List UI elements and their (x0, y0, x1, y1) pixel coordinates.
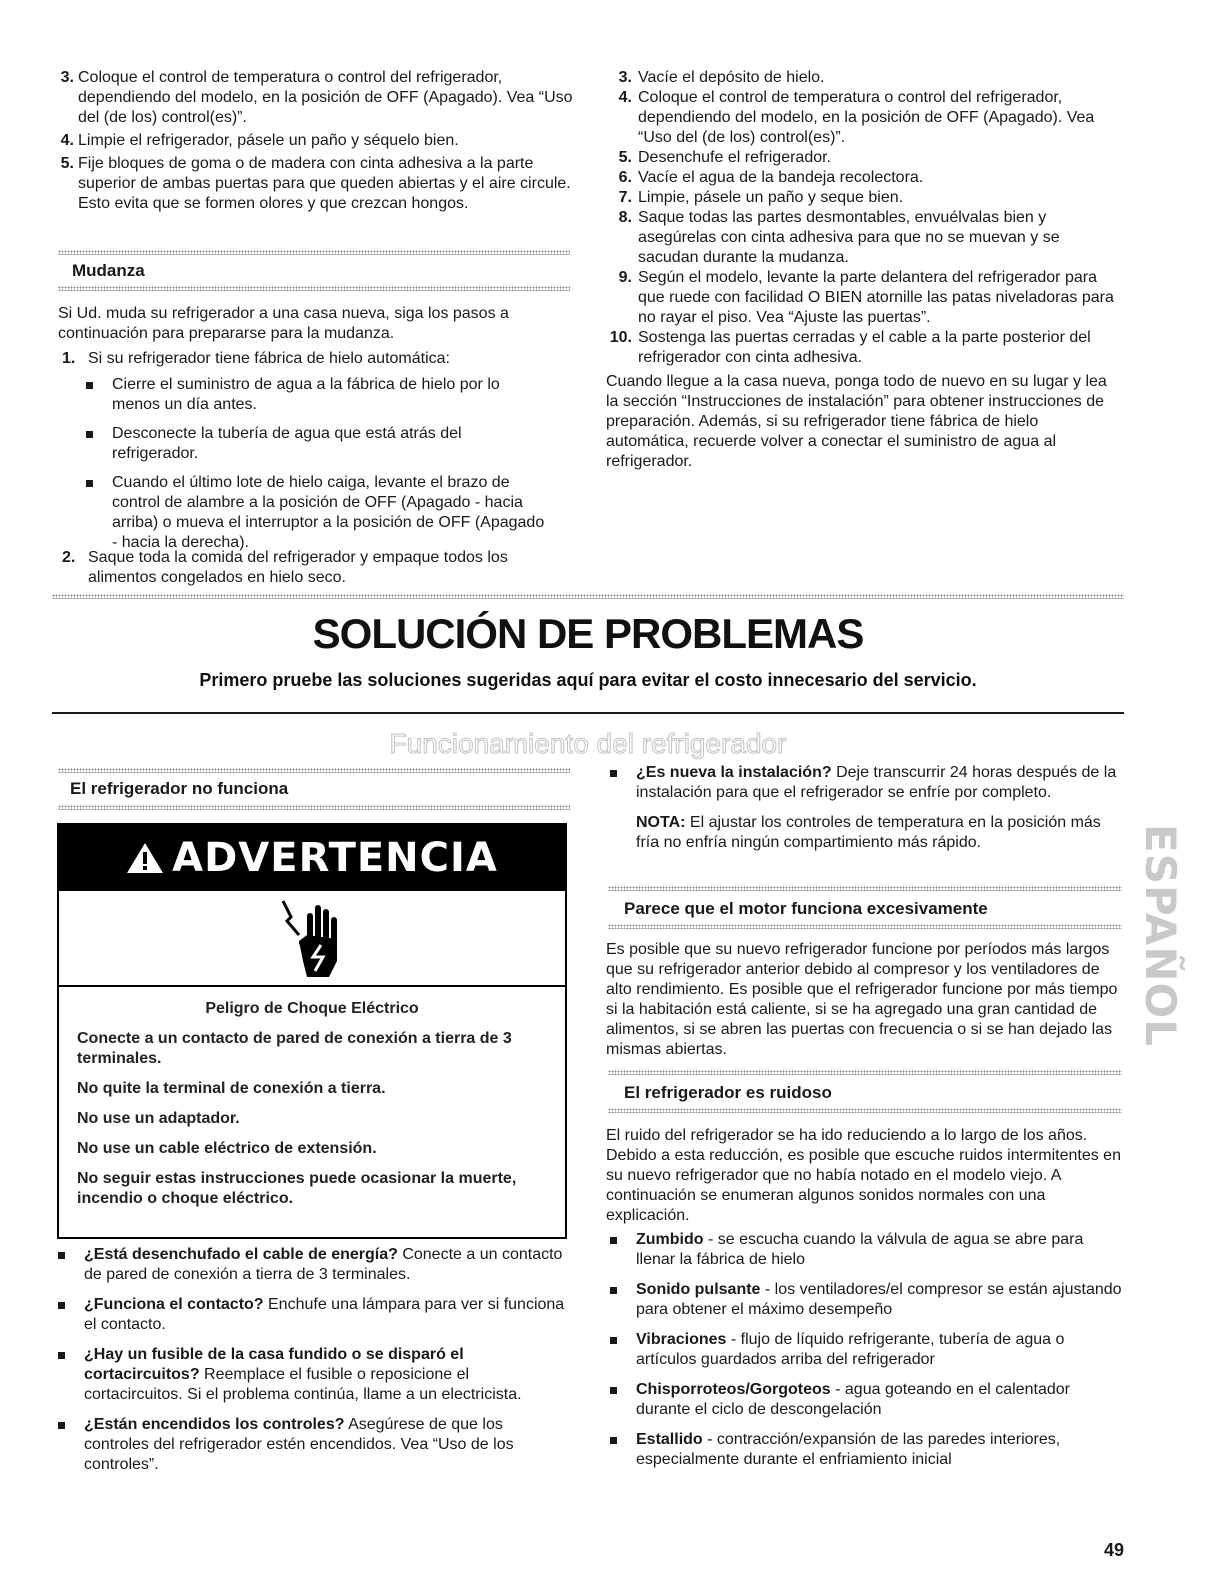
step-3: 3. Vacíe el depósito de hielo. (618, 69, 825, 86)
install-check (606, 763, 1122, 853)
step-9: 9. Según el modelo, levante la parte delantera del refrigerador para que ruede con facilidad O BIEN atornille las patas niveladoras para no rayar el piso. Vea “Ajuste las puertas”. (618, 269, 1114, 326)
section-title: SOLUCIÓN DE PROBLEMAS (312, 610, 864, 657)
step-6: 6. Vacíe el agua de la bandeja recolectora. (618, 169, 924, 186)
warning-subtitle: Peligro de Choque Eléctrico (205, 1000, 419, 1017)
motor-rule-bottom (608, 924, 1122, 929)
language-side-tab: ESPAÑOL (1135, 823, 1185, 1047)
mudanza-step-2: 2. Saque toda la comida del refrigerador y empaque todos los alimentos congelados en hielo seco. (62, 549, 508, 586)
list-item: Chisporroteos/Gorgoteos - agua goteando en el calentador durante el ciclo de descongelación (606, 1380, 1122, 1420)
mudanza-heading: Mudanza (72, 261, 145, 280)
bullet-icon (58, 1422, 65, 1429)
bullet-icon (610, 1437, 617, 1444)
list-item: ¿Funciona el contacto? Enchufe una lámpara para ver si funciona el contacto. (54, 1295, 568, 1335)
electric-shock-icon (277, 895, 347, 981)
bullet-icon (610, 1287, 617, 1294)
step-8: 8. Saque todas las partes desmontables, envuélvalas bien y asegúrelas con cinta adhesiva para que no se muevan y se sacudan durante la mudanza. (618, 209, 1060, 266)
bullet-icon (58, 1302, 65, 1309)
bullet-icon (610, 1387, 617, 1394)
warning-body (59, 987, 565, 1209)
warning-box (57, 823, 567, 1239)
no-funciona-heading: El refrigerador no funciona (70, 779, 289, 798)
bullet-icon (610, 770, 617, 777)
cleaning-steps (52, 68, 574, 214)
moving-closing: Cuando llegue a la casa nueva, ponga todo de nuevo en su lugar y lea la sección “Instrucciones de instalación” para obtener instrucciones de preparación. Además, si su refrigerador tiene fábrica de hielo automática, recuerde volver a conectar el suministro de agua al refrigerador. (606, 373, 1107, 470)
list-item: ¿Están encendidos los controles? Asegúrese de que los controles del refrigerador estén encendidos. Vea “Uso de los controles”. (54, 1415, 568, 1475)
sounds-list (606, 1230, 1122, 1470)
step-7: 7. Limpie, pásele un paño y seque bien. (618, 189, 904, 206)
bullet-icon (58, 1252, 65, 1259)
bullet-icon (58, 1352, 65, 1359)
no-funciona-rule-bottom (58, 805, 570, 810)
list-item: ¿Está desenchufado el cable de energía? Conecte a un contacto de pared de conexión a tierra de 3 terminales. (54, 1245, 568, 1285)
list-item: Cuando el último lote de hielo caiga, levante el brazo de control de alambre a la posición de OFF (Apagado - hacia arriba) o mueva el interruptor a la posición de OFF (Apagado - hacia la derecha). (82, 473, 552, 553)
ruidoso-rule-top (608, 1070, 1122, 1075)
motor-text: Es posible que su nuevo refrigerador funcione por períodos más largos que su refrigerador anterior debido al compresor y los ventiladores de alto rendimiento. Es posible que el refrigerador funcione por más tiempo si la habitación está caliente, si se ha agregado una gran cantidad de alimentos, si se abren las puertas con frecuencia o si se han dejado las mismas abiertas. (606, 941, 1118, 1058)
right-top-column (606, 68, 1122, 472)
list-item: ¿Es nueva la instalación? Deje transcurrir 24 horas después de la instalación para que el refrigerador se enfríe por completo. NOTA: El ajustar los controles de temperatura en la posición más fría no enfría ningún compartimiento más rápido. (606, 763, 1122, 853)
bullet-icon (610, 1237, 617, 1244)
step-10: 10. Sostenga las puertas cerradas y el cable a la parte posterior del refrigerador con cinta adhesiva. (609, 329, 1091, 366)
ruidoso-heading: El refrigerador es ruidoso (624, 1083, 832, 1102)
warning-header (59, 825, 565, 891)
step-5: 5. Desenchufe el refrigerador. (618, 149, 831, 166)
motor-heading: Parece que el motor funciona excesivamente (624, 899, 988, 918)
no-funciona-rule-top (58, 768, 570, 773)
list-item: Vibraciones - flujo de líquido refrigerante, tubería de agua o artículos guardados arriba del refrigerador (606, 1330, 1122, 1370)
mudanza-intro: Si Ud. muda su refrigerador a una casa nueva, siga los pasos a continuación para prepararse para la mudanza. (58, 305, 509, 342)
ice-maker-bullets (82, 375, 552, 553)
warning-title: ADVERTENCIA (172, 835, 498, 881)
left-top-column (52, 68, 574, 214)
step-4: 4. Coloque el control de temperatura o control del refrigerador, dependiendo del modelo, en la posición de OFF (Apagado). Vea “Uso del (de los) control(es)”. (618, 89, 1095, 146)
list-item: ¿Hay un fusible de la casa fundido o se disparó el cortacircuitos? Reemplace el fusible o reposicione el cortacircuitos. Si el problema continúa, llame a un electricista. (54, 1345, 568, 1405)
ruidoso-rule-bottom (608, 1108, 1122, 1113)
warning-line: No use un adaptador. (77, 1110, 240, 1127)
list-item: Sonido pulsante - los ventiladores/el compresor se están ajustando para obtener el máximo desempeño (606, 1280, 1122, 1320)
section-rule-top (52, 594, 1124, 599)
mudanza-step-1: 1. Si su refrigerador tiene fábrica de hielo automática: (62, 350, 450, 367)
list-item: Zumbido - se escucha cuando la válvula de agua se abre para llenar la fábrica de hielo (606, 1230, 1122, 1270)
moving-steps (606, 68, 1122, 368)
warning-triangle-icon (126, 841, 164, 875)
list-item: Cierre el suministro de agua a la fábrica de hielo por lo menos un día antes. (82, 375, 552, 415)
warning-line: Conecte a un contacto de pared de conexión a tierra de 3 terminales. (77, 1030, 512, 1067)
bullet-icon (610, 1337, 617, 1344)
step-4: 4. Limpie el refrigerador, pásele un paño y séquelo bien. (60, 132, 459, 149)
nota: NOTA: El ajustar los controles de temperatura en la posición más fría no enfría ningún compartimiento más rápido. (636, 814, 1101, 851)
step-3: 3. Coloque el control de temperatura o control del refrigerador, dependiendo del modelo, en la posición de OFF (Apagado). Vea “Uso del (de los) control(es)”. (60, 69, 573, 126)
mudanza-rule-bottom (58, 286, 570, 291)
section-subtitle: Primero pruebe las soluciones sugeridas aquí para evitar el costo innecesario del servicio. (199, 670, 977, 690)
warning-line: No use un cable eléctrico de extensión. (77, 1140, 377, 1157)
step-5: 5. Fije bloques de goma o de madera con cinta adhesiva a la parte superior de ambas puertas para que queden abiertas y el aire circule. Esto evita que se formen olores y que crezcan hongos. (60, 155, 571, 212)
warning-line: No seguir estas instrucciones puede ocasionar la muerte, incendio o choque eléctrico. (77, 1170, 517, 1207)
warning-line: No quite la terminal de conexión a tierra. (77, 1080, 386, 1097)
list-item: Desconecte la tubería de agua que está atrás del refrigerador. (82, 424, 552, 464)
page-number: 49 (1103, 1540, 1124, 1560)
bullet-icon (86, 480, 93, 487)
bullet-icon (86, 382, 93, 389)
motor-rule-top (608, 886, 1122, 891)
category-heading: Funcionamiento del refrigerador (389, 728, 787, 759)
shock-pictogram (59, 891, 565, 985)
section-rule (52, 712, 1124, 714)
mudanza-rule-top (58, 250, 570, 255)
ruidoso-text: El ruido del refrigerador se ha ido reduciendo a lo largo de los años. Debido a esta reducción, es posible que escuche ruidos intermitentes en su nuevo refrigerador que no había notado en el modelo viejo. A continuación se enumeran algunos sonidos normales con una explicación. (606, 1127, 1121, 1224)
list-item: Estallido - contracción/expansión de las paredes interiores, especialmente durante el enfriamiento inicial (606, 1430, 1122, 1470)
bullet-icon (86, 431, 93, 438)
no-funciona-checks (54, 1245, 568, 1475)
